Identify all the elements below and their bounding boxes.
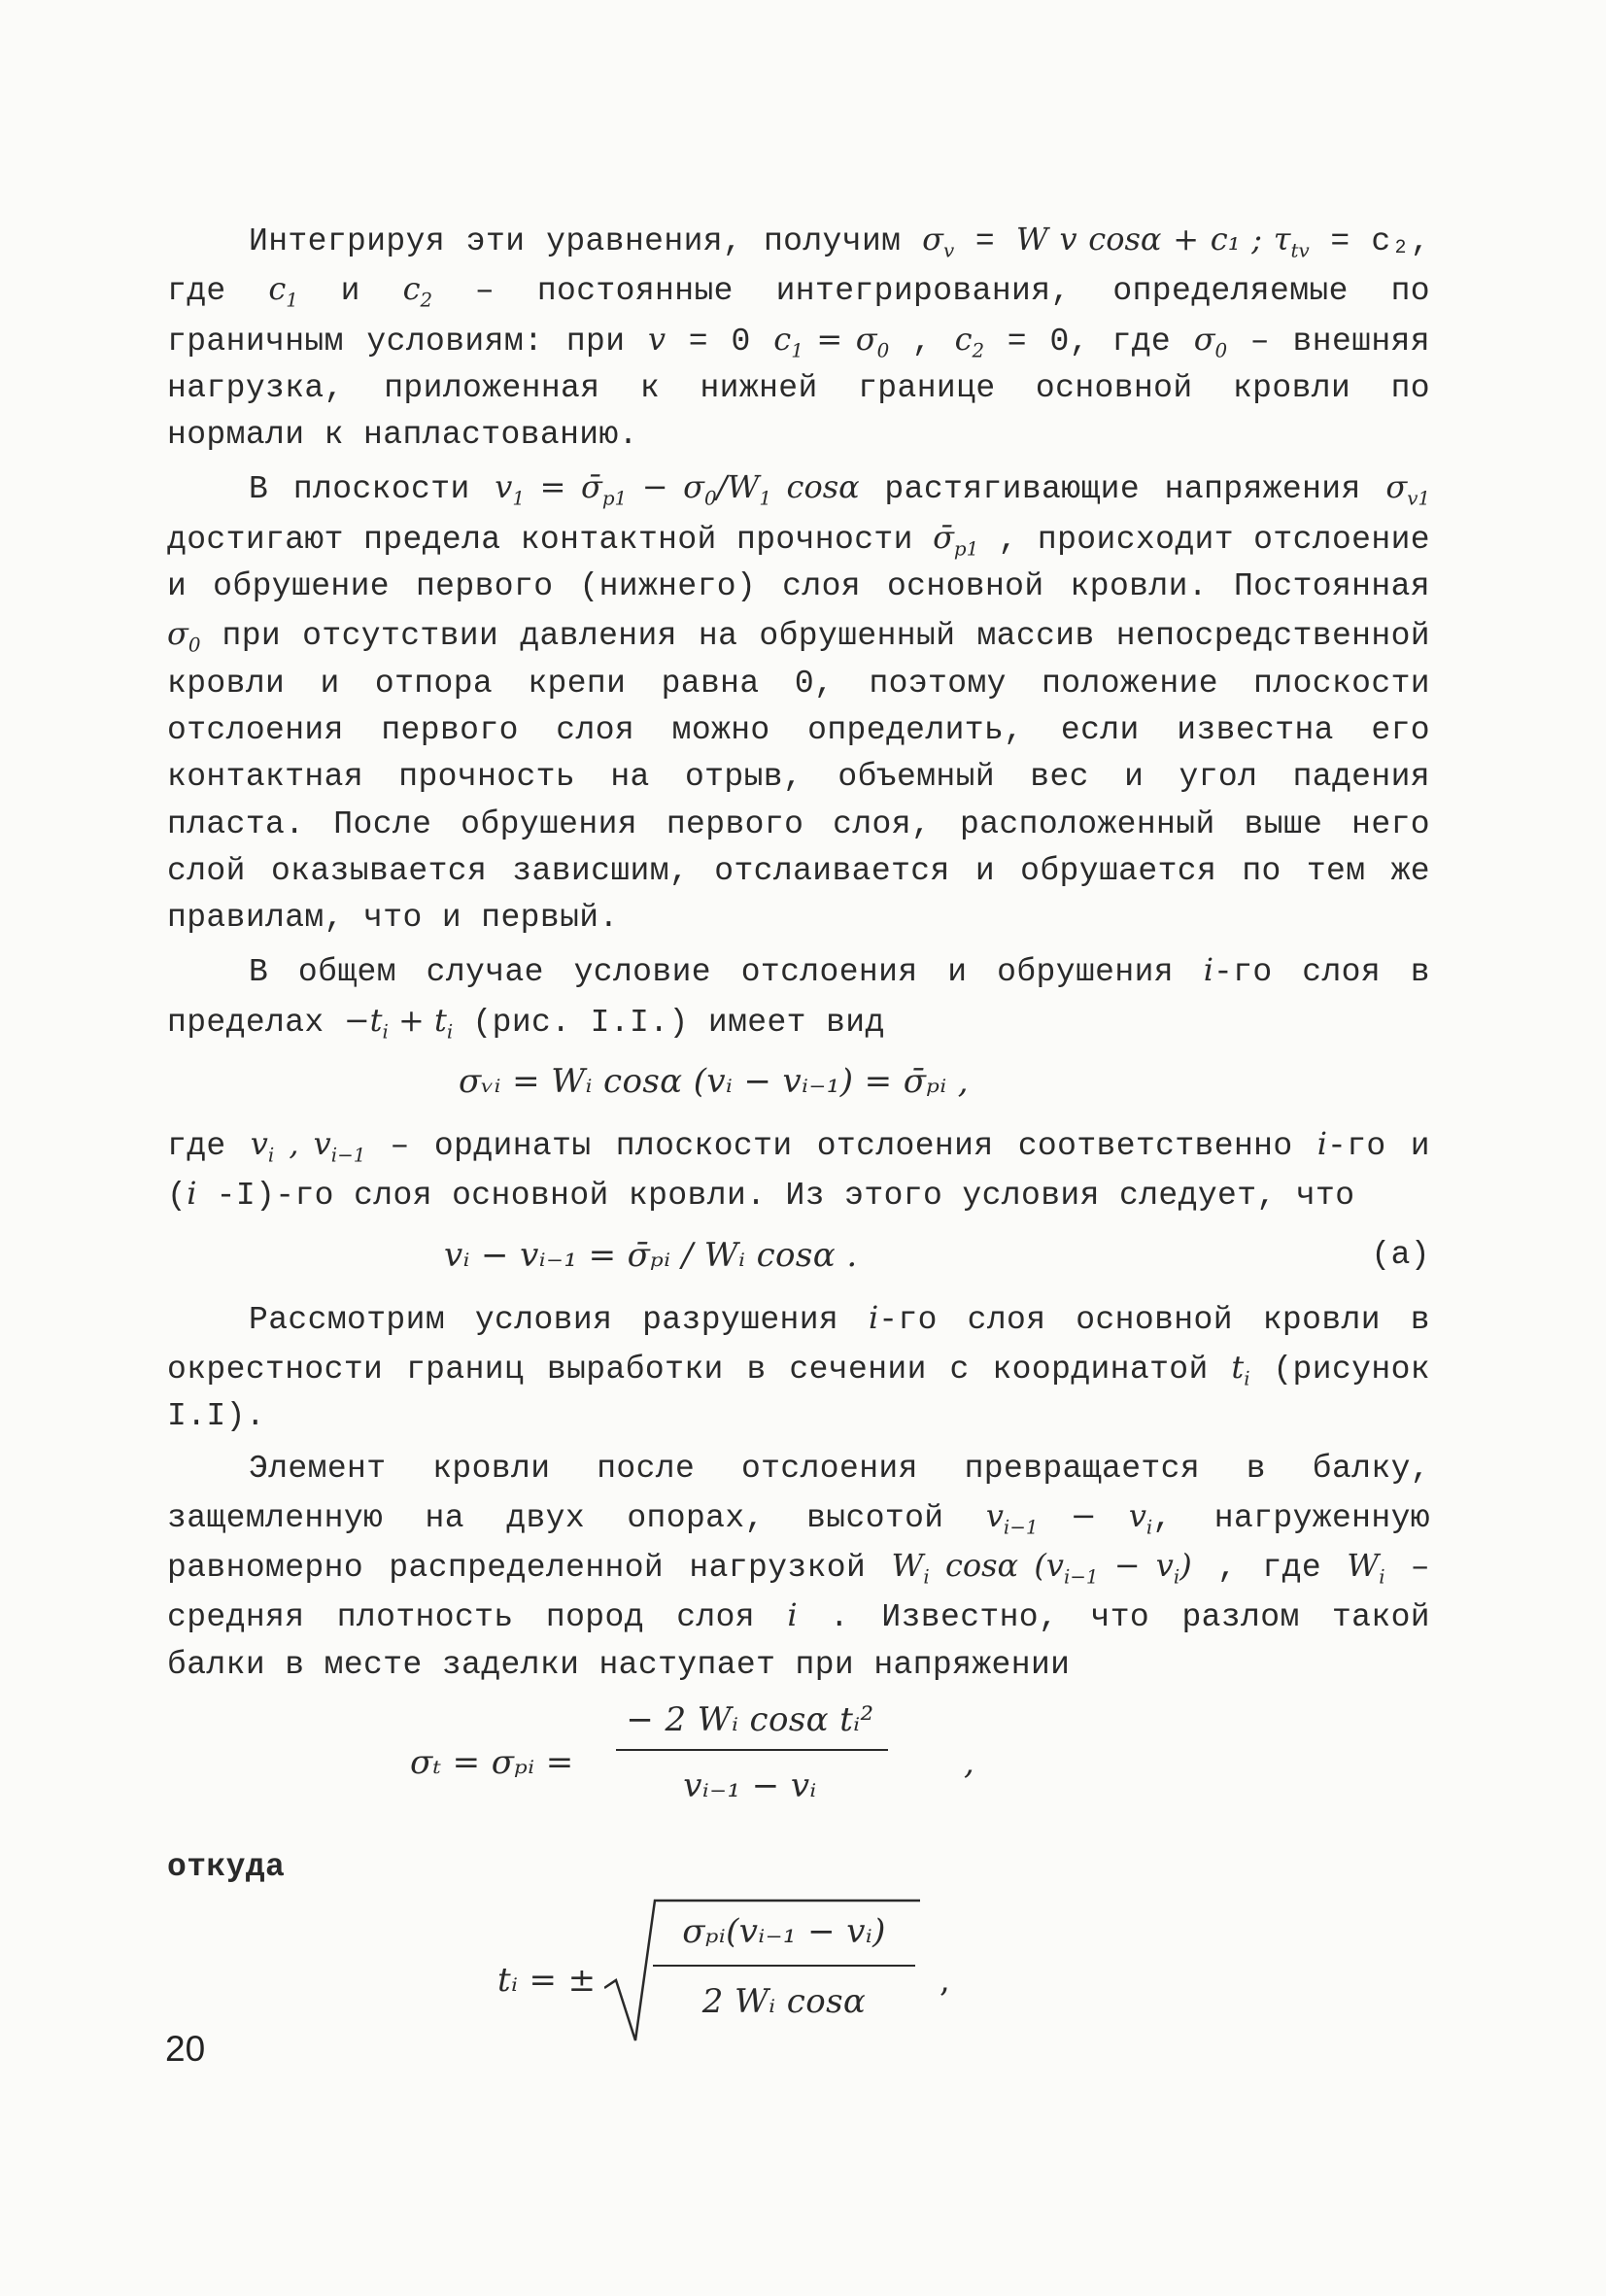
- text-run: – внешняя нагрузка, приложенная к нижней границе основной кровли по нормали к напластованию.: [167, 323, 1430, 454]
- text-run: – постоянные интегрирования, определяемые по граничным условиям: при: [167, 273, 1430, 360]
- text-run: -го слоя основной кровли в окрестности границ выработки в сечении с координатой: [167, 1301, 1430, 1388]
- equation-2: [167, 1220, 1430, 1294]
- fraction-bar: [616, 1749, 888, 1751]
- formula-c2: $c_2$: [402, 270, 433, 312]
- formula-plane-v1: $v_1$ = $\sigmā_{p1} - \sigma_0/W_1$ cosα: [495, 468, 860, 510]
- text-run: Рассмотрим условия разрушения: [249, 1301, 869, 1338]
- formula-i-e: i: [787, 1596, 798, 1634]
- text-run: , происходит отслоение и обрушение первого (нижнего) слоя основной кровли. Постоянная: [167, 521, 1430, 605]
- equation-4-lhs: tᵢ = ±: [497, 1961, 597, 2001]
- paragraph-2: [167, 463, 1430, 942]
- text-run: Элемент кровли после отслоения превращается в балку, защемленную на двух опорах, высотой: [167, 1450, 1430, 1536]
- text-run: -го слоя в пределах: [167, 954, 1430, 1041]
- text-run: = 0, где: [984, 323, 1194, 360]
- text-run: В плоскости: [249, 471, 495, 508]
- equation-1: [167, 1046, 1430, 1120]
- text-run: при отсутствии давления на обрушенный массив непосредственной кровли и отпора крепи равна 0, поэтому положение плоскости отслоения первого слоя можно определить, если известна его контактная прочность на отрыв, объемный вес и угол падения пласта. После обрушения первого слоя, расположенный выше него слой оказывается зависшим, отслаивается и обрушается по тем же правилам, что и первый.: [167, 618, 1430, 937]
- equation-2-body: vᵢ − vᵢ₋₁ = σ̄ₚᵢ / Wᵢ cosα .: [444, 1235, 858, 1275]
- text-run: В общем случае условие отслоения и обрушения: [249, 954, 1204, 991]
- equation-4-comma: ,: [940, 1961, 951, 2001]
- formula-c2b: $c_2$: [954, 320, 985, 361]
- formula-c1-eq: $c_1 = \sigma_0$: [773, 320, 890, 361]
- equation-4-numerator: σₚᵢ(vᵢ₋₁ − vᵢ): [682, 1912, 886, 1952]
- formula-range: $-t_i + t_i$: [343, 1001, 454, 1044]
- formula-i-c: i: [187, 1175, 197, 1213]
- equation-3-denominator: vᵢ₋₁ − vᵢ: [683, 1766, 817, 1806]
- text-run: достигают предела контактной прочности: [167, 521, 934, 558]
- text-run: = c₂, где: [167, 223, 1430, 310]
- formula-sigma-p1: $\sigmā_{p1}$: [933, 518, 979, 561]
- formula-integral: W v cosα + c₁ ; $\tau_{tv}$: [1015, 221, 1310, 262]
- paragraph-7: [167, 1844, 1430, 1891]
- text-run: где: [167, 1128, 251, 1165]
- equation-3-lhs: σₜ = σₚᵢ =: [410, 1743, 574, 1783]
- formula-i-d: i: [868, 1298, 879, 1336]
- formula-ti: $t_i$: [1231, 1348, 1250, 1390]
- equation-tag: (а): [1371, 1236, 1430, 1273]
- equation-4: [167, 1891, 1430, 2056]
- text-run: , где: [1191, 1550, 1348, 1587]
- equation-3-comma: ,: [964, 1743, 975, 1783]
- equation-4-denominator: 2 Wᵢ cosα: [701, 1982, 867, 2022]
- formula-vi-vi1: $v_i$ , $v_{i-1}$: [250, 1125, 366, 1167]
- text-run: и: [297, 273, 403, 310]
- formula-sigma-v: $\sigma_v$: [922, 221, 955, 262]
- paragraph-3: [167, 946, 1430, 1046]
- paragraph-6: [167, 1446, 1430, 1689]
- text-run: ,: [889, 323, 955, 360]
- text-run: (рис. I.I.) имеет вид: [453, 1004, 885, 1041]
- formula-wi: $W_i$: [1347, 1547, 1385, 1589]
- fraction-bar: [653, 1965, 915, 1967]
- formula-load: $W_i$ cosα $(v_{i-1} - v_i)$: [891, 1547, 1192, 1589]
- text-run: -I)-го слоя основной кровли. Из этого условия следует, что: [196, 1178, 1355, 1215]
- formula-i-b: i: [1316, 1125, 1327, 1163]
- formula-v: v: [648, 320, 666, 358]
- equation-3: [167, 1689, 1430, 1844]
- formula-sigma0-b: $\sigma_0$: [167, 615, 201, 657]
- equation-3-numerator: − 2 Wᵢ cosα tᵢ²: [626, 1700, 874, 1740]
- formula-c1: $c_1$: [268, 270, 298, 312]
- formula-height: $v_{i-1} - v_i$: [985, 1496, 1153, 1539]
- text-run: = 0: [666, 323, 774, 360]
- paragraph-4: [167, 1120, 1430, 1220]
- text-run: . Известно, что разлом такой балки в месте заделки наступает при напряжении: [167, 1599, 1430, 1683]
- text-run: Интегрируя эти уравнения, получим: [249, 223, 923, 259]
- text-run: (рисунок I.I).: [167, 1351, 1430, 1435]
- text-run: растягивающие напряжения: [859, 471, 1386, 508]
- page-number: 20: [165, 2029, 206, 2069]
- text-run: – ординаты плоскости отслоения соответственно: [365, 1128, 1317, 1165]
- equation-1-body: σᵥᵢ = Wᵢ cosα (vᵢ − vᵢ₋₁) = σ̄ₚᵢ ,: [459, 1062, 970, 1102]
- text-run: =: [954, 223, 1016, 259]
- paragraph-1: [167, 216, 1430, 459]
- formula-sigma0: $\sigma_0$: [1193, 320, 1228, 361]
- text-run: , нагруженную равномерно распределенной нагрузкой: [167, 1499, 1430, 1587]
- text-run: – средняя плотность пород слоя: [167, 1550, 1430, 1636]
- paragraph-5: [167, 1294, 1430, 1441]
- formula-sigma-v1: $\sigma_{v1}$: [1385, 468, 1431, 510]
- formula-i: i: [1203, 951, 1213, 989]
- text-run: откуда: [167, 1849, 286, 1886]
- text-run: -го и (: [167, 1128, 1430, 1215]
- body-text: [167, 216, 1430, 2056]
